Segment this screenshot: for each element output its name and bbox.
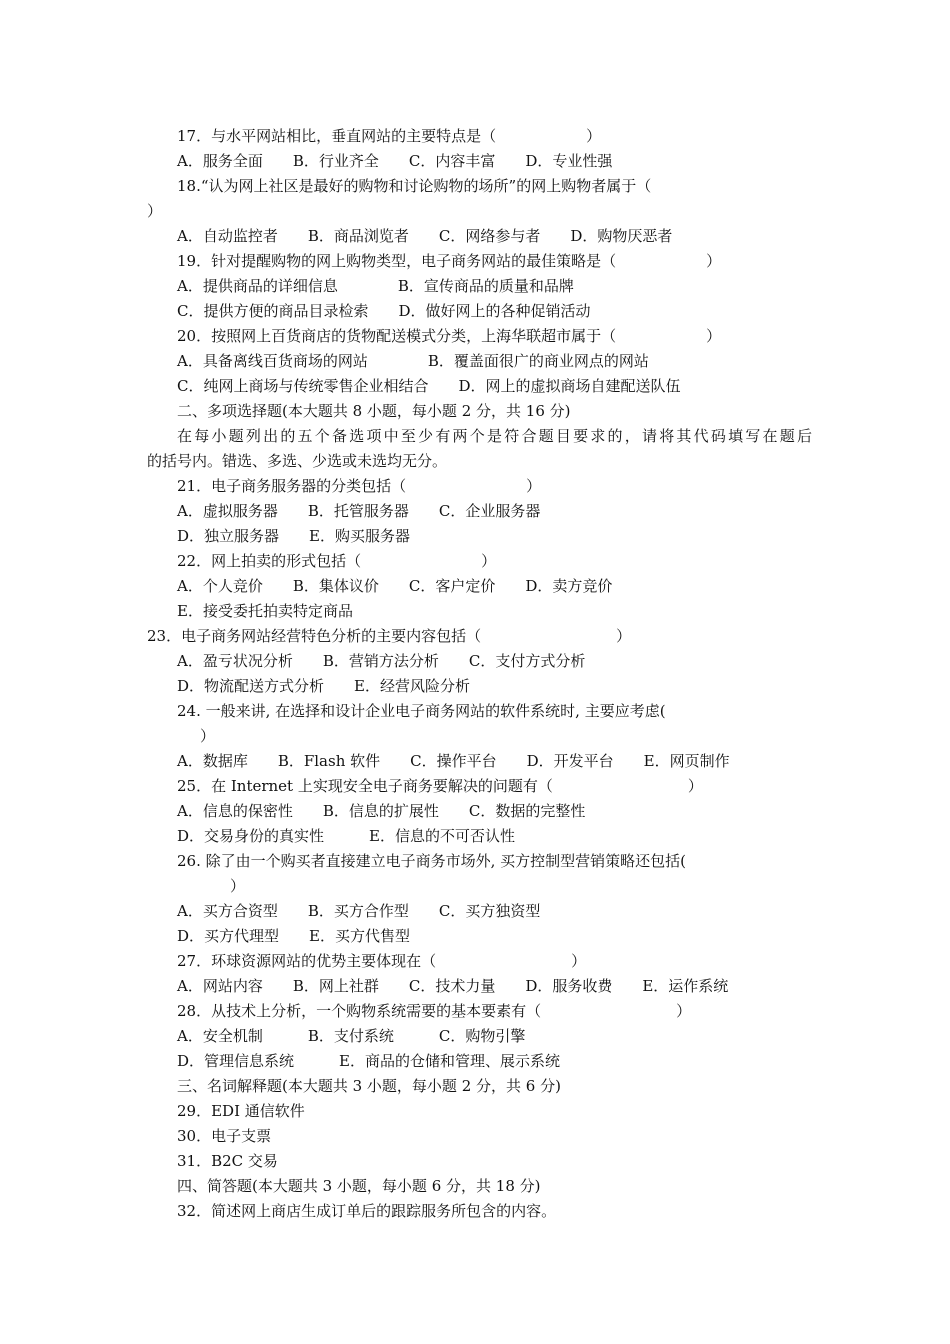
options-27: A．网站内容 B．网上社群 C．技术力量 D．服务收费 E．运作系统 [177, 977, 729, 995]
options-19-ab: A．提供商品的详细信息 B．宣传商品的质量和品牌 [177, 277, 574, 295]
options-26-abc: A．买方合资型 B．买方合作型 C．买方独资型 [177, 902, 541, 920]
question-27: 27．环球资源网站的优势主要体现在（ ） [177, 952, 587, 970]
question-31: 31．B2C 交易 [177, 1152, 278, 1170]
question-18-bracket: ） [147, 202, 163, 220]
options-20-ab: A．具备离线百货商场的网站 B．覆盖面很广的商业网点的网站 [177, 352, 649, 370]
options-21-de: D．独立服务器 E．购买服务器 [177, 527, 410, 545]
options-28-de: D．管理信息系统 E．商品的仓储和管理、展示系统 [177, 1052, 560, 1070]
question-19: 19．针对提醒购物的网上购物类型，电子商务网站的最佳策略是（ ） [177, 252, 722, 270]
options-23-de: D．物流配送方式分析 E．经营风险分析 [177, 677, 470, 695]
options-19-cd: C．提供方便的商品目录检索 D．做好网上的各种促销活动 [177, 302, 591, 320]
question-32: 32．简述网上商店生成订单后的跟踪服务所包含的内容。 [177, 1202, 557, 1220]
question-20: 20．按照网上百货商店的货物配送模式分类，上海华联超市属于（ ） [177, 327, 722, 345]
question-24: 24. 一般来讲, 在选择和设计企业电子商务网站的软件系统时, 主要应考虑( [177, 702, 666, 720]
question-21: 21．电子商务服务器的分类包括（ ） [177, 477, 542, 495]
options-25-abc: A．信息的保密性 B．信息的扩展性 C．数据的完整性 [177, 802, 586, 820]
question-29: 29．EDI 通信软件 [177, 1102, 305, 1120]
options-22-e: E．接受委托拍卖特定商品 [177, 602, 353, 620]
options-28-abc: A．安全机制 B．支付系统 C．购物引擎 [177, 1027, 526, 1045]
section-2-instructions-cont: 的括号内。错选、多选、少选或未选均无分。 [147, 452, 448, 470]
question-17: 17．与水平网站相比，垂直网站的主要特点是（ ） [177, 127, 602, 145]
question-23: 23．电子商务网站经营特色分析的主要内容包括（ ） [147, 627, 632, 645]
options-24: A．数据库 B．Flash 软件 C．操作平台 D．开发平台 E．网页制作 [177, 752, 730, 770]
options-21-abc: A．虚拟服务器 B．托管服务器 C．企业服务器 [177, 502, 541, 520]
options-23-abc: A．盈亏状况分析 B．营销方法分析 C．支付方式分析 [177, 652, 586, 670]
options-26-de: D．买方代理型 E．买方代售型 [177, 927, 410, 945]
options-17: A．服务全面 B．行业齐全 C．内容丰富 D．专业性强 [177, 152, 613, 170]
options-20-cd: C．纯网上商场与传统零售企业相结合 D．网上的虚拟商场自建配送队伍 [177, 377, 681, 395]
section-2-heading: 二、多项选择题(本大题共 8 小题，每小题 2 分，共 16 分) [177, 402, 571, 420]
question-22: 22．网上拍卖的形式包括（ ） [177, 552, 497, 570]
options-18: A．自动监控者 B．商品浏览者 C．网络参与者 D．购物厌恶者 [177, 227, 673, 245]
section-4-heading: 四、简答题(本大题共 3 小题，每小题 6 分，共 18 分) [177, 1177, 541, 1195]
question-28: 28．从技术上分析，一个购物系统需要的基本要素有（ ） [177, 1002, 692, 1020]
question-30: 30．电子支票 [177, 1127, 272, 1145]
question-24-bracket: ） [200, 727, 216, 745]
question-26: 26. 除了由一个购买者直接建立电子商务市场外, 买方控制型营销策略还包括( [177, 852, 687, 870]
section-2-instructions: 在每小题列出的五个备选项中至少有两个是符合题目要求的，请将其代码填写在题后 [177, 427, 812, 445]
question-25: 25．在 Internet 上实现安全电子商务要解决的问题有（ ） [177, 777, 703, 795]
section-3-heading: 三、名词解释题(本大题共 3 小题，每小题 2 分，共 6 分) [177, 1077, 561, 1095]
question-18: 18.“认为网上社区是最好的购物和讨论购物的场所”的网上购物者属于（ [177, 177, 652, 195]
question-26-bracket: ） [230, 877, 246, 895]
options-22-abcd: A．个人竞价 B．集体议价 C．客户定价 D．卖方竞价 [177, 577, 613, 595]
options-25-de: D．交易身份的真实性 E．信息的不可否认性 [177, 827, 515, 845]
